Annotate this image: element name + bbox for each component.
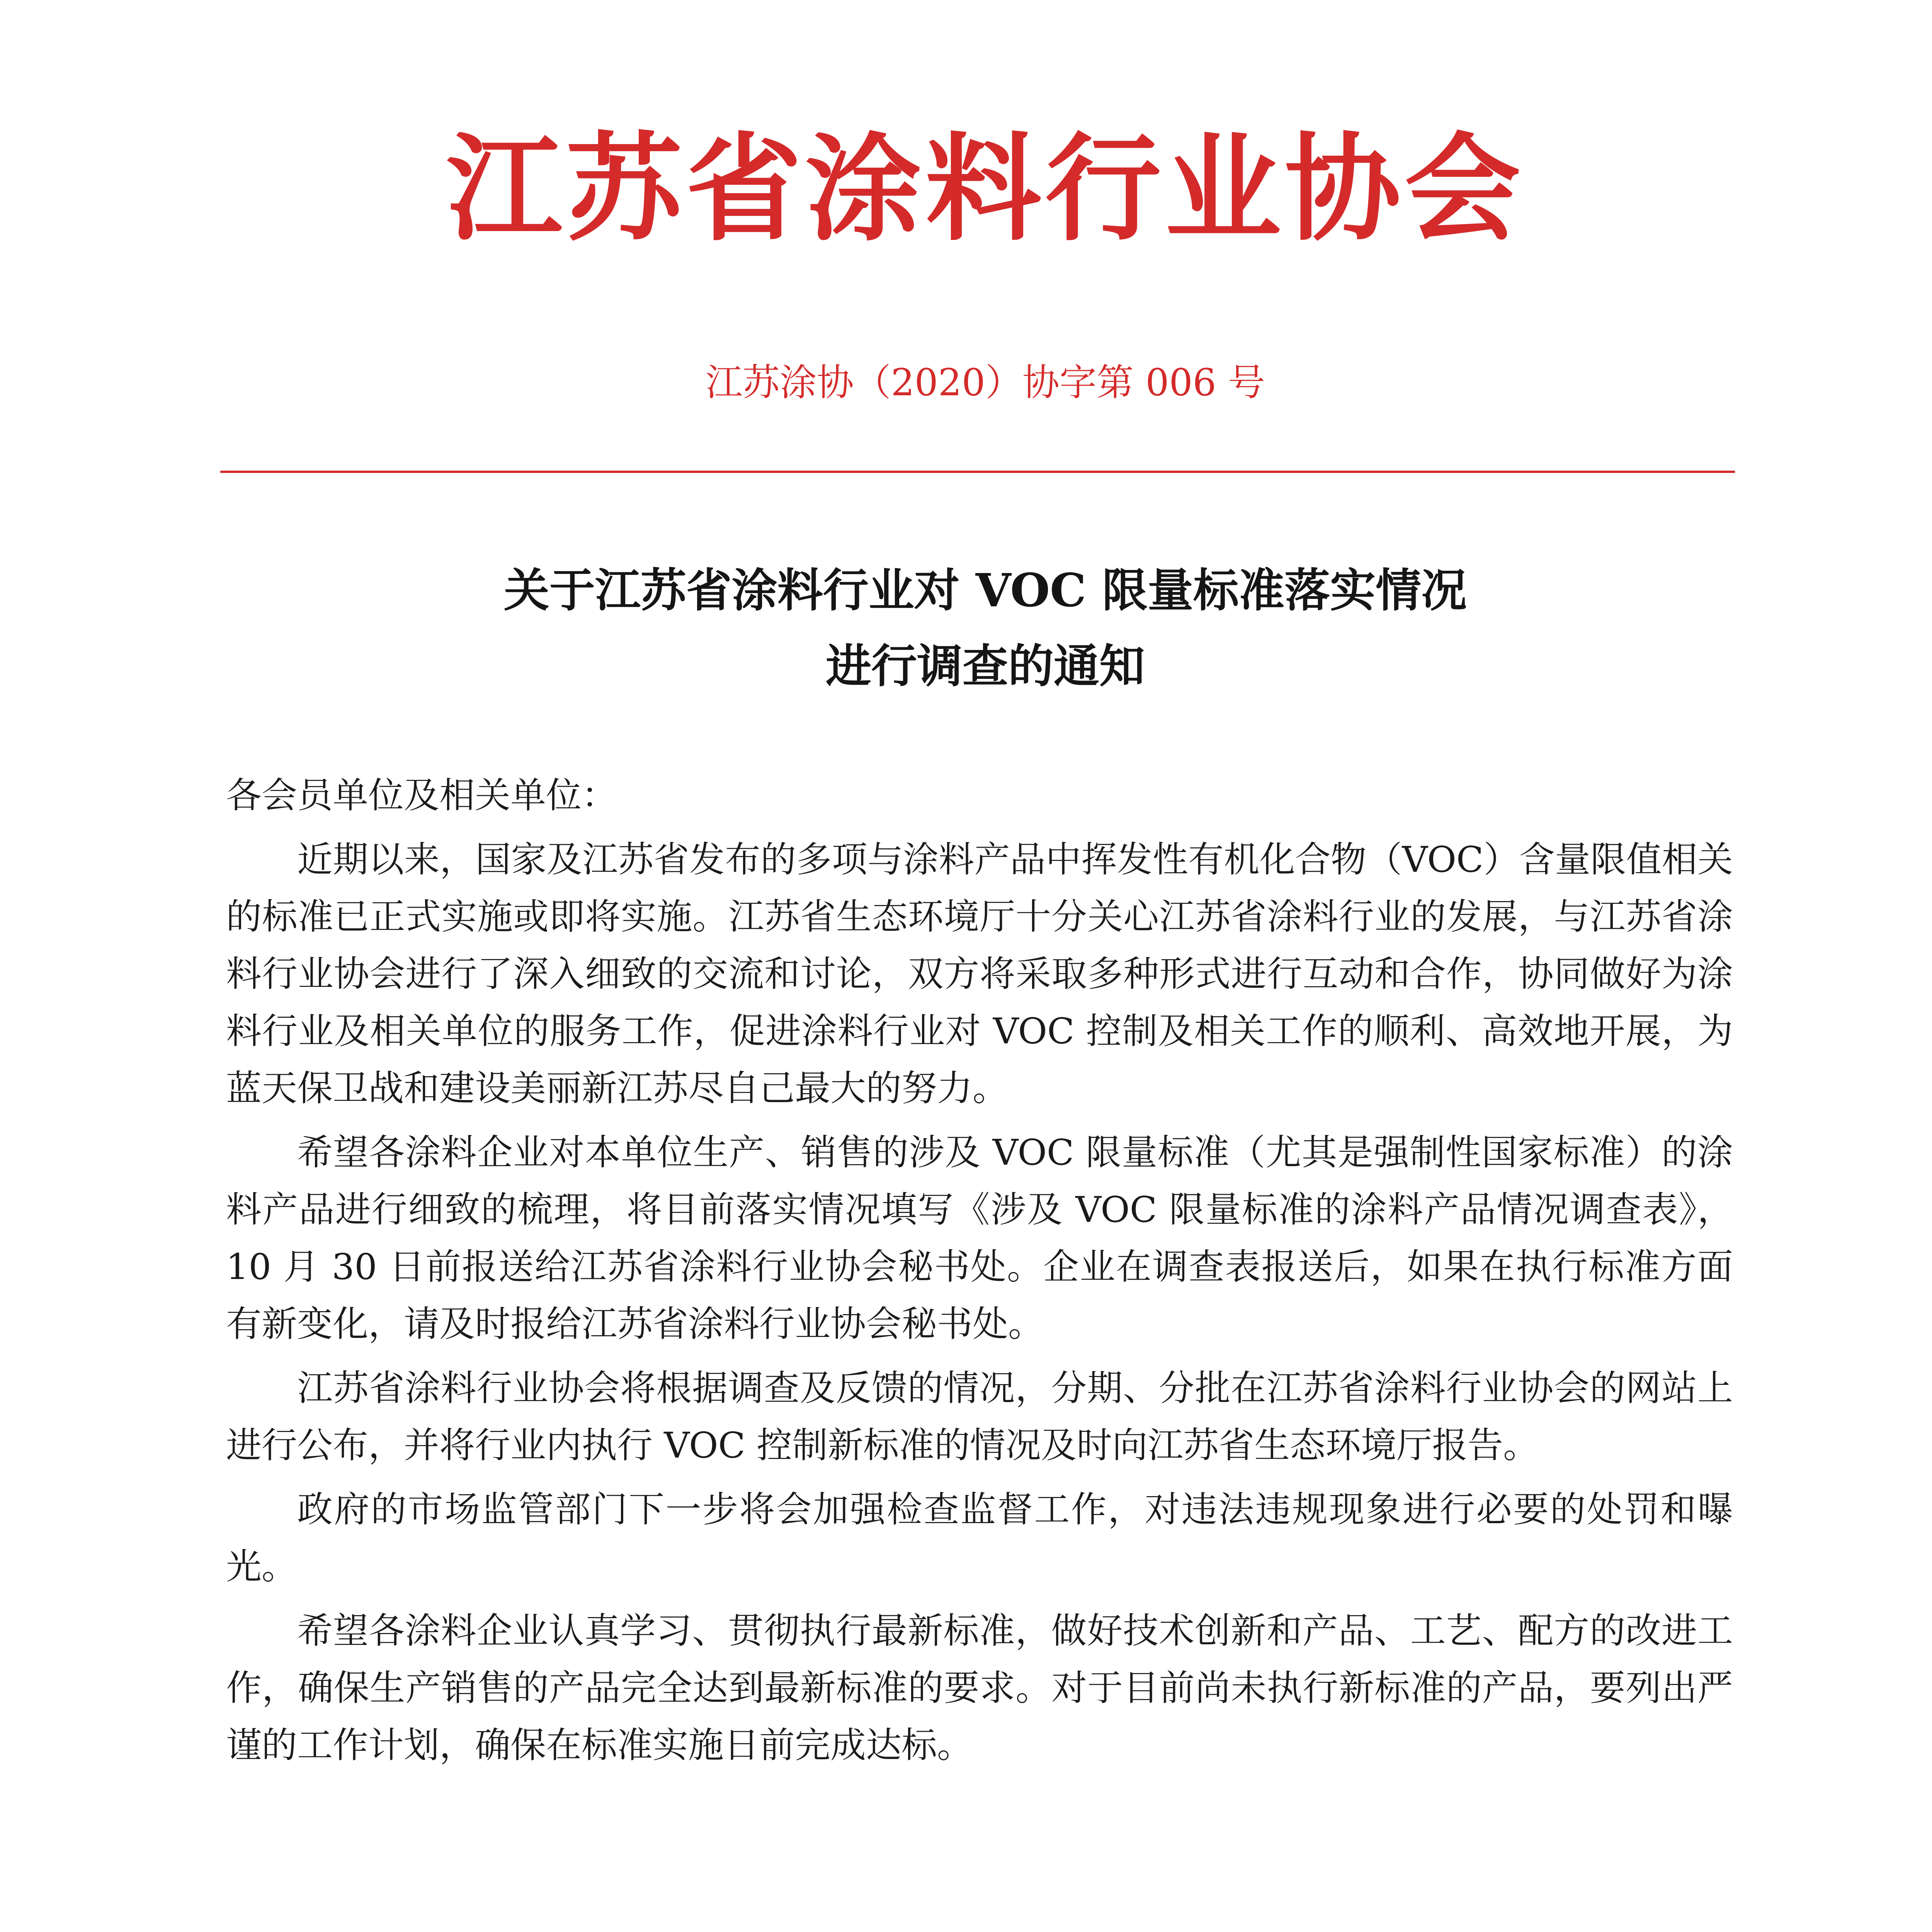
document-number: 江苏涂协（2020）协字第 006 号 [705, 361, 1265, 404]
body-paragraph-5: 希望各涂料企业认真学习、贯彻执行最新标准，做好技术创新和产品、工艺、配方的改进工作，确保生产销售的产品完全达到最新标准的要求。对于目前尚未执行新标准的产品，要列出严谨的工作计划，确保在标准实施日前完成达标。 [226, 1610, 1733, 1766]
document-title [0, 553, 1932, 704]
body-paragraph-1: 近期以来，国家及江苏省发布的多项与涂料产品中挥发性有机化合物（VOC）含量限值相关的标准已正式实施或即将实施。江苏省生态环境厅十分关心江苏省涂料行业的发展，与江苏省涂料行业协会进行了深入细致的交流和讨论，双方将采取多种形式进行互动和合作，协同做好为涂料行业及相关单位的服务工作，促进涂料行业对 VOC 控制及相关工作的顺利、高效地开展，为蓝天保卫战和建设美丽新江苏尽自己最大的努力。 [226, 839, 1733, 1109]
document-title-line-2: 进行调查的通知 [825, 639, 1145, 693]
body-paragraph-4: 政府的市场监管部门下一步将会加强检查监督工作，对违法违规现象进行必要的处罚和曝光。 [226, 1489, 1733, 1587]
letterhead-org-name: 江苏省涂料行业协会 [446, 122, 1524, 257]
body-paragraph-2: 希望各涂料企业对本单位生产、销售的涉及 VOC 限量标准（尤其是强制性国家标准）的涂料产品进行细致的梳理，将目前落实情况填写《涉及 VOC 限量标准的涂料产品情况调查表》，10 月 30 日前报送给江苏省涂料行业协会秘书处。企业在调查表报送后，如果在执行标准方面有新变化，请及时报给江苏省涂料行业协会秘书处。 [226, 1132, 1733, 1345]
salutation: 各会员单位及相关单位： [226, 775, 617, 816]
body-paragraph-3: 江苏省涂料行业协会将根据调查及反馈的情况，分期、分批在江苏省涂料行业协会的网站上进行公布，并将行业内执行 VOC 控制新标准的情况及时向江苏省生态环境厅报告。 [226, 1367, 1733, 1466]
document-title-line-1: 关于江苏省涂料行业对 VOC 限量标准落实情况 [503, 563, 1467, 617]
document-body [226, 767, 1733, 1781]
letterhead-divider [220, 471, 1735, 473]
